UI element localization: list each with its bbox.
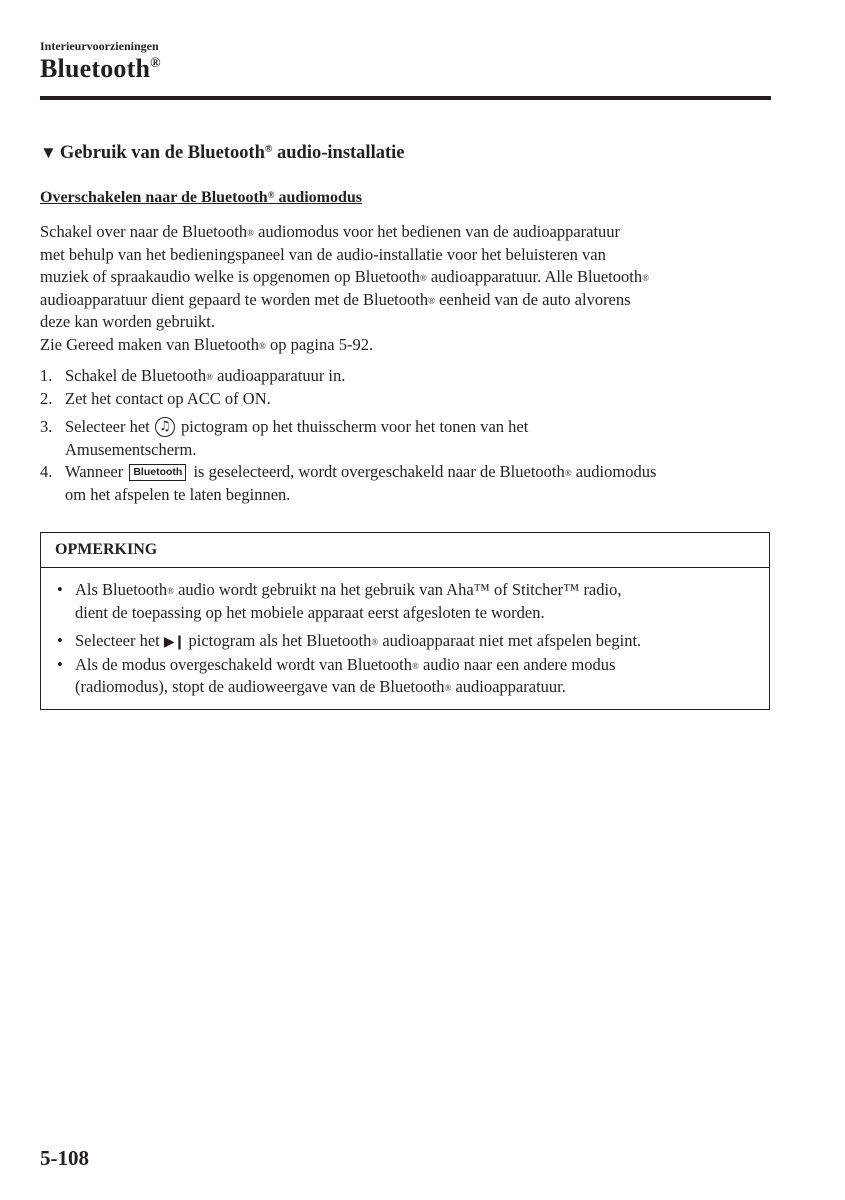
registered-mark: ® — [259, 340, 266, 351]
note-item — [57, 579, 767, 624]
subsection-heading — [40, 143, 404, 164]
registered-mark: ® — [371, 637, 379, 647]
note-divider — [41, 567, 769, 568]
registered-mark: ® — [247, 228, 254, 238]
triangle-down-icon: ▼ — [40, 143, 57, 162]
section-label: Interieurvoorzieningen — [40, 39, 159, 53]
note-item — [57, 630, 767, 654]
subheading-text: Overschakelen naar de Bluetooth — [40, 189, 268, 206]
note-list — [57, 579, 767, 699]
text: audioapparaat niet met afspelen begint. — [378, 631, 642, 650]
registered-mark: ® — [444, 683, 452, 693]
bullet: • — [57, 654, 63, 674]
text: Schakel de Bluetooth — [65, 366, 207, 385]
heading-text: Gebruik van de Bluetooth — [59, 143, 265, 163]
text: op pagina 5-92. — [265, 334, 374, 354]
registered-mark: ® — [564, 468, 572, 478]
registered-mark: ® — [419, 273, 427, 283]
registered-mark: ® — [411, 660, 419, 671]
intro-line — [40, 289, 775, 312]
note-title: OPMERKING — [55, 541, 158, 558]
text: pictogram op het thuisscherm voor het tonen van het — [176, 417, 529, 436]
text: om het afspelen te laten beginnen. — [65, 484, 291, 504]
text: (radiomodus), stopt de audioweergave van de Bluetooth — [75, 677, 445, 696]
text: audioapparatuur dient gepaard te worden met de Bluetooth — [40, 289, 429, 309]
text: audiomodus voor het bedienen van de audioapparatuur — [253, 222, 621, 241]
text: audio naar een andere modus — [418, 654, 616, 674]
step-item — [40, 388, 775, 411]
registered-mark: ® — [167, 586, 174, 596]
cross-reference — [40, 334, 775, 357]
intro-line: met behulp van het bedieningspaneel van de audio-installatie voor het beluisteren van — [40, 244, 606, 264]
intro-line — [40, 221, 775, 244]
step-item — [40, 365, 775, 388]
text: audioapparatuur in. — [212, 366, 346, 385]
text: pictogram als het Bluetooth — [184, 631, 372, 650]
music-note-icon: ♫ — [155, 417, 175, 437]
text: Amusementscherm. — [65, 439, 197, 459]
note-item — [57, 654, 767, 699]
text: audioapparatuur. — [451, 677, 566, 696]
text: audio wordt gebruikt na het gebruik van Aha™ of Stitcher™ radio, — [173, 580, 622, 599]
step-item — [40, 461, 775, 506]
page-title — [40, 54, 161, 84]
page-number: 5-108 — [40, 1146, 89, 1170]
intro-line — [40, 266, 775, 289]
text: muziek of spraakaudio welke is opgenomen op Bluetooth — [40, 267, 420, 286]
registered-mark: ® — [264, 144, 273, 155]
step-number: 3. — [40, 417, 53, 436]
sub-heading — [40, 189, 362, 207]
intro-paragraph — [40, 221, 775, 356]
title-rule — [40, 96, 771, 100]
play-pause-icon: ▶❙ — [163, 634, 185, 650]
text: audiomodus — [571, 462, 657, 481]
text: Selecteer het — [75, 631, 164, 650]
text: Als de modus overgeschakeld wordt van Bluetooth — [75, 654, 412, 674]
registered-mark: ® — [267, 190, 275, 200]
bullet: • — [57, 631, 63, 650]
bluetooth-button: Bluetooth — [129, 464, 186, 481]
text: Wanneer — [65, 462, 128, 481]
intro-line: deze kan worden gebruikt. — [40, 312, 216, 331]
subheading-text: audiomodus — [274, 189, 363, 206]
heading-text: audio-installatie — [272, 143, 405, 163]
step-number: 4. — [40, 462, 53, 481]
text: Selecteer het — [65, 417, 154, 436]
text: Zie Gereed maken van Bluetooth — [40, 334, 260, 354]
step-item — [40, 416, 775, 461]
registered-mark: ® — [206, 372, 213, 382]
text: eenheid van de auto alvorens — [434, 289, 631, 309]
step-number: 2. — [40, 388, 53, 408]
page-title-text: Bluetooth — [40, 54, 151, 83]
text: Schakel over naar de Bluetooth — [40, 222, 248, 241]
note-box — [40, 532, 770, 710]
registered-mark: ® — [642, 273, 649, 283]
text: is geselecteerd, wordt overgeschakeld naar de Bluetooth — [189, 462, 565, 481]
steps-list — [40, 365, 775, 506]
text: audioapparatuur. Alle Bluetooth — [426, 267, 643, 286]
text: dient de toepassing op het mobiele apparaat eerst afgesloten te worden. — [75, 602, 545, 622]
bullet: • — [57, 580, 63, 599]
registered-mark: ® — [428, 295, 435, 306]
registered-mark: ® — [150, 56, 161, 71]
text: Zet het contact op ACC of ON. — [65, 388, 271, 408]
text: Als Bluetooth — [75, 580, 168, 599]
step-number: 1. — [40, 366, 53, 385]
